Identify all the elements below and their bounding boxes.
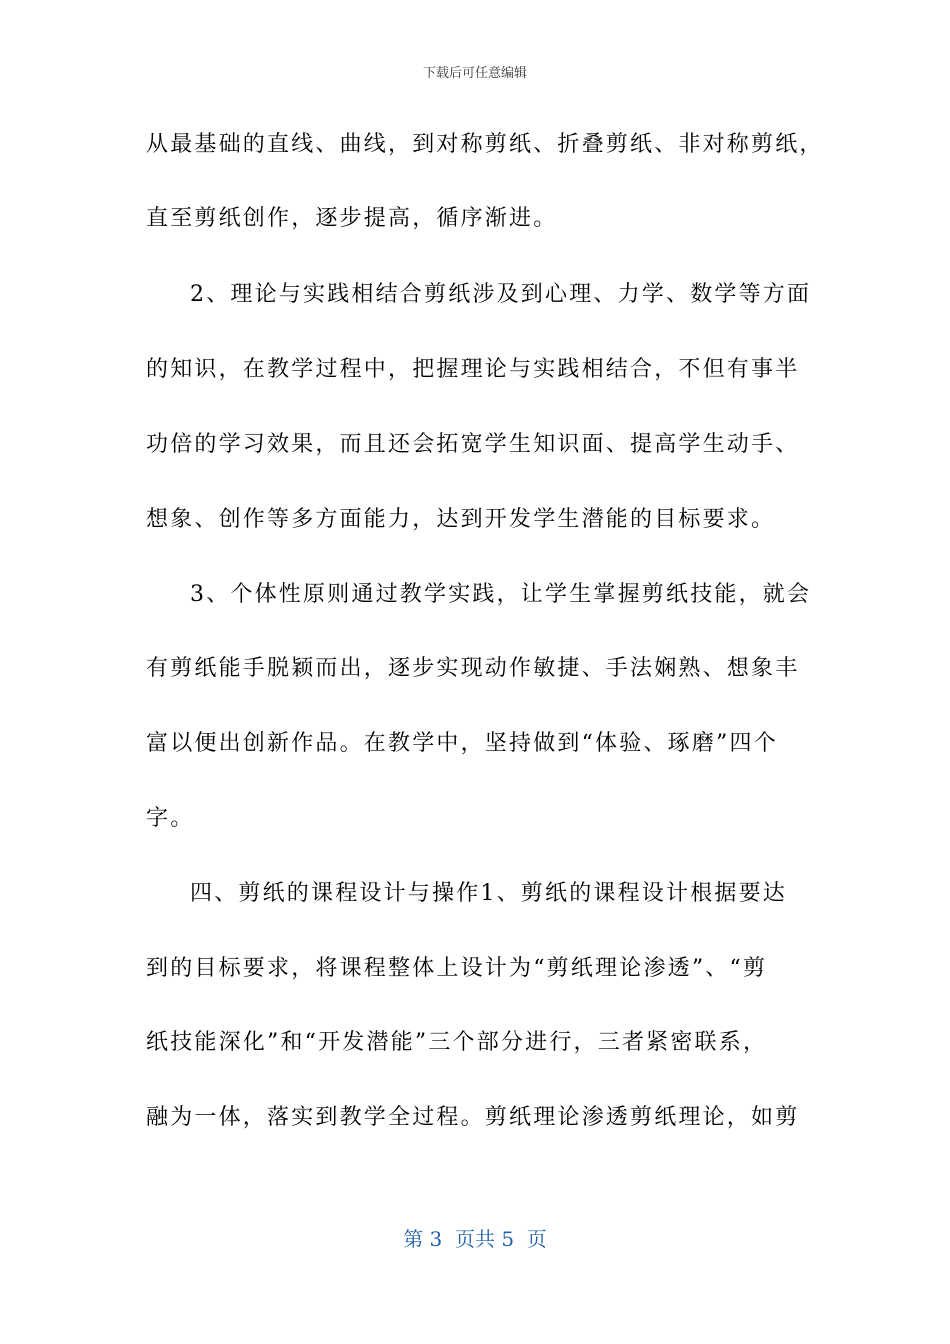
- paragraph-line: 四、剪纸的课程设计与操作1、剪纸的课程设计根据要达: [190, 881, 787, 906]
- paragraph-line: 想象、创作等多方面能力，达到开发学生潜能的目标要求。: [146, 507, 776, 532]
- paragraph-line: 纸技能深化”和“开发潜能”三个部分进行，三者紧密联系，: [146, 1030, 768, 1055]
- paragraph-line: 字。: [146, 806, 195, 831]
- paragraph-line: 融为一体，落实到教学全过程。剪纸理论渗透剪纸理论，如剪: [146, 1105, 800, 1130]
- paragraph-line: 的知识，在教学过程中，把握理论与实践相结合，不但有事半: [146, 357, 800, 382]
- paragraph-line: 功倍的学习效果，而且还会拓宽学生知识面、提高学生动手、: [146, 432, 800, 457]
- page-header: 下载后可任意编辑: [422, 66, 527, 81]
- paragraph-line: 2、理论与实践相结合剪纸涉及到心理、力学、数学等方面: [190, 282, 812, 307]
- paragraph-line: 直至剪纸创作，逐步提高，循序渐进。: [146, 206, 558, 231]
- paragraph-line: 从最基础的直线、曲线，到对称剪纸、折叠剪纸、非对称剪纸，: [146, 132, 824, 157]
- paragraph-line: 富以便出创新作品。在教学中，坚持做到“体验、琢磨”四个: [146, 731, 778, 756]
- paragraph-line: 3、个体性原则通过教学实践，让学生掌握剪纸技能，就会: [190, 582, 812, 607]
- paragraph-line: 有剪纸能手脱颖而出，逐步实现动作敏捷、手法娴熟、想象丰: [146, 656, 800, 681]
- page-number: 第 3 页共 5 页: [403, 1227, 547, 1251]
- paragraph-line: 到的目标要求，将课程整体上设计为“剪纸理论渗透”、“剪: [146, 956, 768, 981]
